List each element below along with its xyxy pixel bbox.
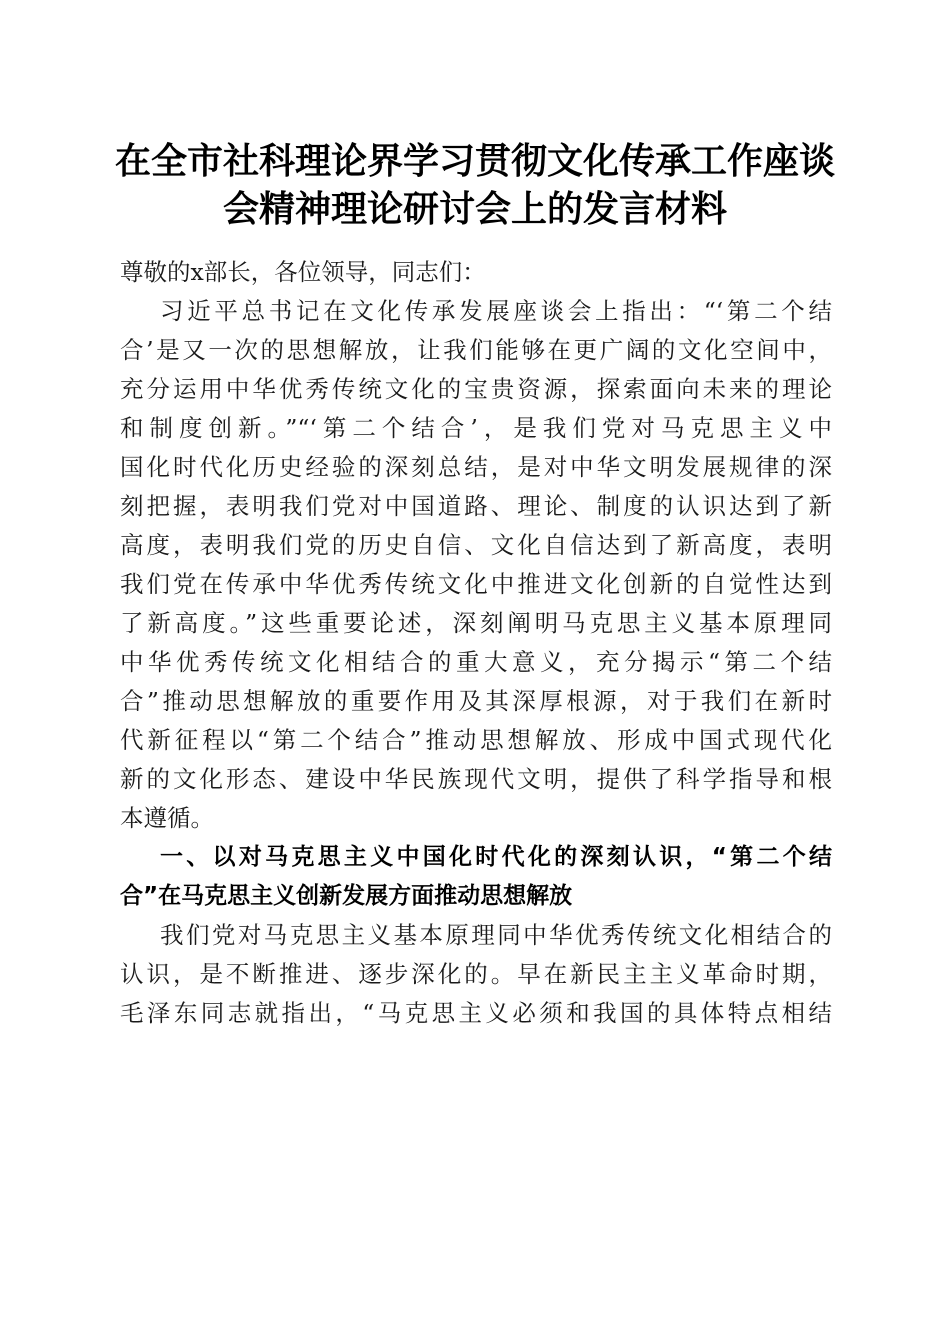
paragraph-line: 合’是又一次的思想解放，让我们能够在更广阔的文化空间中， [120, 336, 832, 364]
paragraph-line: 和制度创新。”“‘第二个结合’，是我们党对马克思主义中 [120, 414, 832, 442]
title-line-2: 会精神理论研讨会上的发言材料 [222, 188, 727, 230]
paragraph-line: 高度，表明我们党的历史自信、文化自信达到了新高度，表明 [120, 531, 832, 559]
salutation [120, 253, 832, 292]
paragraph-line: 习近平总书记在文化传承发展座谈会上指出：“‘第二个结 [160, 297, 832, 325]
paragraph-line: 中华优秀传统文化相结合的重大意义，充分揭示“第二个结 [120, 648, 832, 676]
paragraph-line: 了新高度。”这些重要论述，深刻阐明马克思主义基本原理同 [120, 609, 832, 637]
document-title [100, 137, 850, 233]
paragraph-line: 刻把握，表明我们党对中国道路、理论、制度的认识达到了新 [120, 492, 832, 520]
paragraph-line: 我们党对马克思主义基本原理同中华优秀传统文化相结合的 [160, 921, 832, 949]
paragraph-line: 认识，是不断推进、逐步深化的。早在新民主主义革命时期， [120, 960, 832, 988]
heading-line: 合”在马克思主义创新发展方面推动思想解放 [120, 883, 573, 909]
heading-line: 一、以对马克思主义中国化时代化的深刻认识，“第二个结 [160, 844, 832, 870]
paragraph-line: 合”推动思想解放的重要作用及其深厚根源，对于我们在新时 [120, 687, 832, 715]
paragraph-line: 本遵循。 [120, 804, 214, 832]
paragraph-line: 国化时代化历史经验的深刻总结，是对中华文明发展规律的深 [120, 453, 832, 481]
paragraph-line: 我们党在传承中华优秀传统文化中推进文化创新的自觉性达到 [120, 570, 832, 598]
paragraph-line: 充分运用中华优秀传统文化的宝贵资源，探索面向未来的理论 [120, 375, 832, 403]
paragraph-section-1 [120, 916, 832, 1033]
paragraph-line: 毛泽东同志就指出，“马克思主义必须和我国的具体特点相结 [120, 999, 832, 1027]
paragraph-line: 新的文化形态、建设中华民族现代文明，提供了科学指导和根 [120, 765, 832, 793]
document-body [120, 253, 832, 1033]
title-line-1: 在全市社科理论界学习贯彻文化传承工作座谈 [114, 140, 835, 182]
paragraph-line: 代新征程以“第二个结合”推动思想解放、形成中国式现代化 [120, 726, 832, 754]
section-heading-1 [120, 838, 832, 916]
salutation-line: 尊敬的x部长，各位领导，同志们： [120, 258, 486, 286]
paragraph-intro [120, 292, 832, 838]
